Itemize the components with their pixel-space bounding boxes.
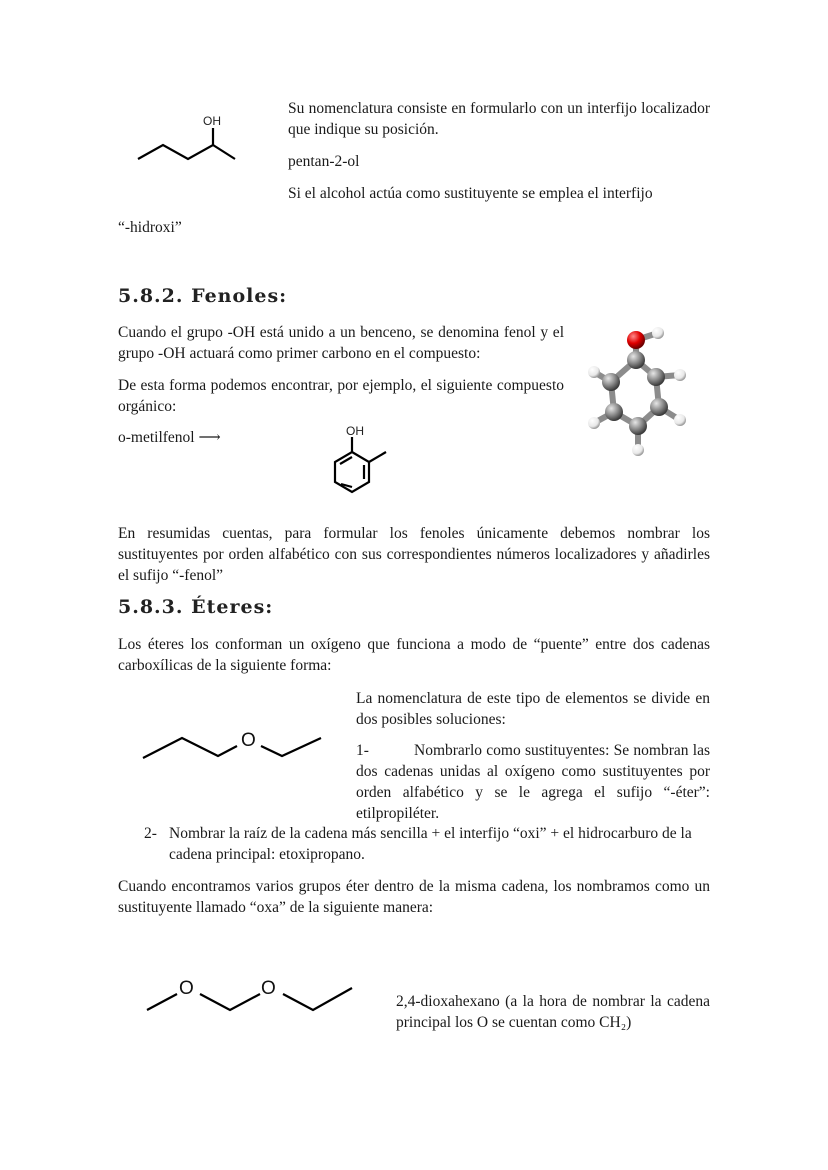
ether-chain-right — [261, 738, 321, 756]
dioxahexano-text: 2,4-dioxahexano (a la hora de nombrar la cadena principal los O se cuentan como CH₂) — [396, 993, 710, 1031]
option1-text: Nombrarlo como sustituyentes: Se nombran las dos cadenas unidas al oxígeno como sustituyentes por orden alfabético y se le agrega el sufijo “-éter”: etilpropiléter. — [356, 742, 710, 822]
oxygen-label: O — [241, 730, 256, 751]
fenoles-example-intro: De esta forma podemos encontrar, por ejemplo, el siguiente compuesto orgánico: — [118, 377, 564, 415]
hydrogen-atom — [588, 366, 600, 378]
etoxipropano-structure — [140, 722, 330, 767]
multi-ether-text: Cuando encontramos varios grupos éter dentro de la misma cadena, los nombramos como un sustituyente llamado “oxa” de la siguiente manera: — [118, 878, 710, 916]
option2-number: 2- — [144, 825, 157, 842]
o-metilfenol-structure — [322, 422, 402, 507]
fenoles-summary: En resumidas cuentas, para formular los fenoles únicamente debemos nombrar los sustituyentes por orden alfabético con sus correspondientes números localizadores y añadirles el sufijo “-fenol” — [118, 525, 710, 584]
oh-label: OH — [346, 424, 364, 438]
pentan-2-ol-chain — [138, 145, 235, 159]
fenoles-heading: 5.8.2. Fenoles: — [118, 285, 288, 307]
carbon-atom — [629, 417, 647, 435]
oh-label: OH — [203, 114, 221, 128]
alcohol-substituent-text: Si el alcohol actúa como sustituyente se emplea el interfijo — [288, 185, 653, 202]
diox-bond-3 — [283, 988, 352, 1010]
oxygen-label-1: O — [179, 978, 194, 999]
diox-bond-2 — [200, 994, 260, 1010]
hydrogen-atom — [652, 327, 664, 339]
ether-chain-left — [143, 738, 237, 758]
carbon-atom — [602, 373, 620, 391]
oxygen-label-2: O — [261, 978, 276, 999]
eteres-nomenclature-intro: La nomenclatura de este tipo de elementos se divide en dos posibles soluciones: — [356, 690, 710, 728]
carbon-atom — [627, 351, 645, 369]
hydrogen-atom — [674, 414, 686, 426]
diox-bond-1 — [147, 994, 177, 1010]
hydrogen-atom — [588, 417, 600, 429]
hydroxy-term: “-hidroxi” — [118, 219, 182, 236]
alcohol-nomenclature-text: Su nomenclatura consiste en formularlo con un interfijo localizador que indique su posición. — [288, 100, 710, 138]
oxygen-atom — [627, 331, 645, 349]
methyl-bond — [369, 452, 386, 462]
eteres-intro: Los éteres los conforman un oxígeno que funciona a modo de “puente” entre dos cadenas carboxílicas de la siguiente forma: — [118, 636, 710, 674]
carbon-atom — [647, 368, 665, 386]
fenoles-intro: Cuando el grupo -OH está unido a un benceno, se denomina fenol y el grupo -OH actuará como primer carbono en el compuesto: — [118, 324, 564, 362]
hydrogen-atom — [632, 444, 644, 456]
carbon-atom — [605, 403, 623, 421]
carbon-atom — [650, 398, 668, 416]
option1-number: 1- — [356, 742, 369, 759]
eteres-heading: 5.8.3. Éteres: — [118, 596, 274, 618]
dioxahexano-structure — [140, 970, 360, 1020]
alcohol-example-name: pentan-2-ol — [288, 153, 360, 170]
hydrogen-atom — [674, 369, 686, 381]
phenol-3d-model — [580, 320, 700, 460]
o-metilfenol-name: o-metilfenol ⟶ — [118, 429, 221, 446]
option2-text: Nombrar la raíz de la cadena más sencilla + el interfijo “oxi” + el hidrocarburo de la cadena principal: etoxipropano. — [169, 825, 692, 863]
pentan-2-ol-structure — [130, 108, 240, 168]
